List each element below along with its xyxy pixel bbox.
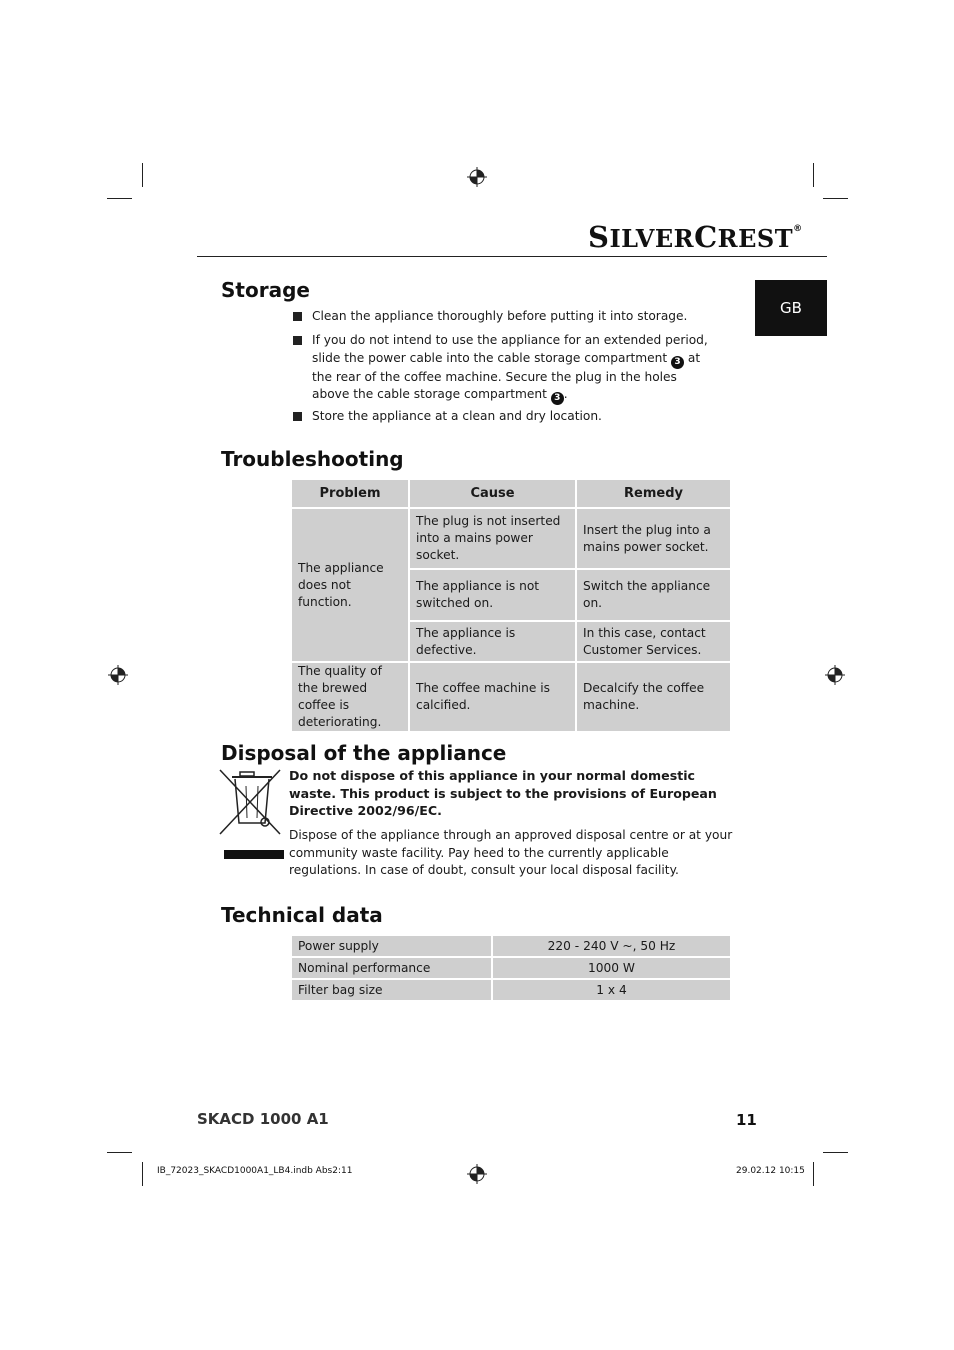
cause-cell: The plug is not inserted into a mains power socket. bbox=[409, 508, 576, 569]
crop-mark bbox=[823, 1152, 848, 1153]
remedy-cell: In this case, contact Customer Services. bbox=[576, 621, 731, 662]
technical-table bbox=[290, 934, 732, 1002]
callout-number-icon: 3 bbox=[671, 356, 684, 369]
remedy-cell: Decalcify the coffee machine. bbox=[576, 662, 731, 732]
crop-mark bbox=[813, 163, 814, 187]
table-row bbox=[291, 662, 731, 732]
spec-label: Nominal performance bbox=[291, 957, 492, 979]
spec-label: Filter bag size bbox=[291, 979, 492, 1001]
bullet-square-icon bbox=[293, 412, 302, 421]
problem-cell: The quality of the brewed coffee is deteriorating. bbox=[291, 662, 409, 732]
storage-bullet: Store the appliance at a clean and dry location. bbox=[293, 408, 733, 426]
registration-mark-icon bbox=[467, 1164, 487, 1184]
spec-value: 220 - 240 V ~, 50 Hz bbox=[492, 935, 731, 957]
troubleshooting-heading: Troubleshooting bbox=[221, 447, 404, 471]
troubleshooting-table bbox=[290, 478, 732, 733]
cause-cell: The coffee machine is calcified. bbox=[409, 662, 576, 732]
header-cause: Cause bbox=[409, 479, 576, 508]
remedy-cell: Insert the plug into a mains power socket. bbox=[576, 508, 731, 569]
technical-heading: Technical data bbox=[221, 903, 383, 927]
table-header-row bbox=[291, 479, 731, 508]
bullet-square-icon bbox=[293, 312, 302, 321]
crop-mark bbox=[107, 198, 132, 199]
registration-mark-icon bbox=[825, 665, 845, 685]
cause-cell: The appliance is not switched on. bbox=[409, 569, 576, 621]
problem-cell: The appliance does not function. bbox=[291, 508, 409, 662]
crop-mark bbox=[107, 1152, 132, 1153]
print-info-right: 29.02.12 10:15 bbox=[736, 1166, 805, 1176]
storage-heading: Storage bbox=[221, 278, 310, 302]
disposal-heading: Disposal of the appliance bbox=[221, 741, 507, 765]
language-tab: GB bbox=[755, 280, 827, 336]
table-row bbox=[291, 957, 731, 979]
page-number: 11 bbox=[736, 1111, 757, 1129]
callout-number-icon: 3 bbox=[551, 392, 564, 405]
registration-mark-icon bbox=[108, 665, 128, 685]
registration-mark-icon bbox=[467, 167, 487, 187]
footer-model: SKACD 1000 A1 bbox=[197, 1110, 329, 1128]
header-problem: Problem bbox=[291, 479, 409, 508]
brand-logo: SILVERCREST® bbox=[588, 220, 803, 254]
crop-mark bbox=[823, 198, 848, 199]
crop-mark bbox=[813, 1162, 814, 1186]
crossed-bin-icon bbox=[218, 766, 286, 860]
remedy-cell: Switch the appliance on. bbox=[576, 569, 731, 621]
header-remedy: Remedy bbox=[576, 479, 731, 508]
spec-label: Power supply bbox=[291, 935, 492, 957]
spec-value: 1000 W bbox=[492, 957, 731, 979]
spec-value: 1 x 4 bbox=[492, 979, 731, 1001]
crop-mark bbox=[142, 1162, 143, 1186]
print-info-left: IB_72023_SKACD1000A1_LB4.indb Abs2:11 bbox=[157, 1166, 353, 1176]
disposal-warning: Do not dispose of this appliance in your normal domestic waste. This product is subject to the provisions of European Directive 2002/96/EC. bbox=[289, 768, 717, 818]
storage-bullet: If you do not intend to use the appliance for an extended period, slide the power cable into the cable storage compartment 3 at the rear of the coffee machine. Secure the plug in the holes above the cable storage compartment 3 . bbox=[293, 332, 713, 405]
cause-cell: The appliance is defective. bbox=[409, 621, 576, 662]
storage-bullet: Clean the appliance thoroughly before putting it into storage. bbox=[293, 308, 733, 326]
table-row bbox=[291, 935, 731, 957]
disposal-text: Dispose of the appliance through an approved disposal centre or at your community waste facility. Pay heed to the currently applicable regulations. In case of doubt, consult your local disposal facility. bbox=[289, 828, 733, 877]
table-row bbox=[291, 979, 731, 1001]
header-rule bbox=[197, 256, 827, 257]
bullet-square-icon bbox=[293, 336, 302, 345]
table-row bbox=[291, 508, 731, 569]
crop-mark bbox=[142, 163, 143, 187]
